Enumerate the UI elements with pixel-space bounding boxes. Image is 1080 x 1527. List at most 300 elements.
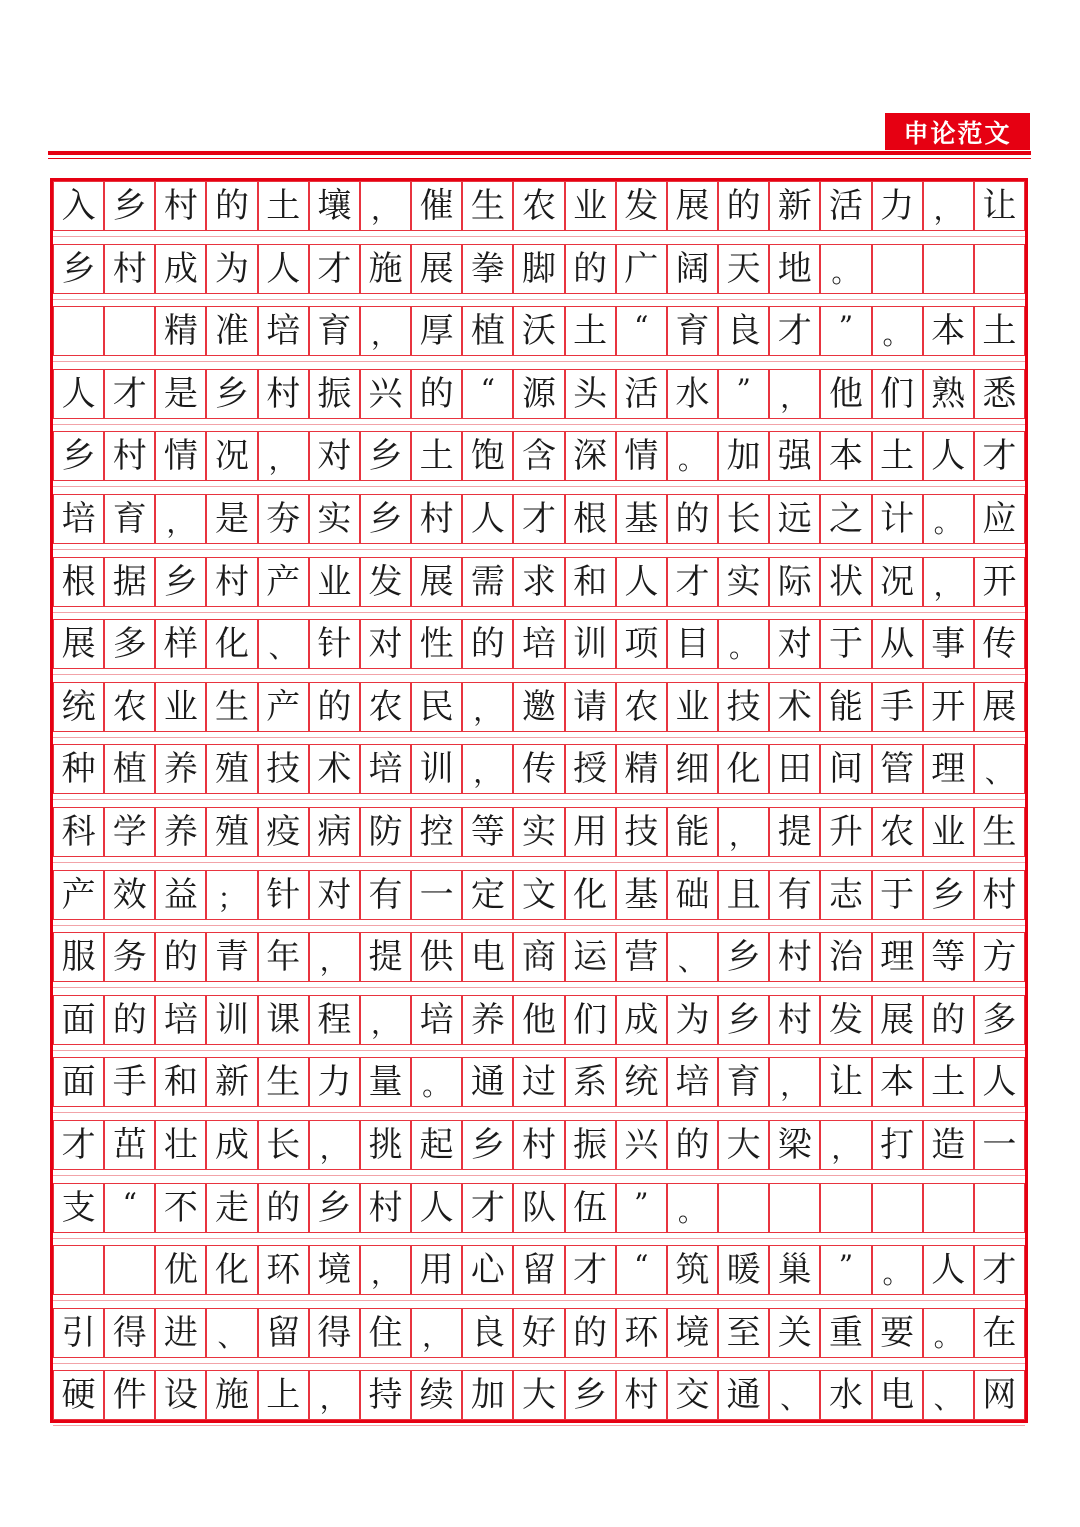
- grid-cell: 至: [718, 1308, 769, 1358]
- grid-cell: ，: [360, 1245, 411, 1295]
- grid-cell: 的: [206, 181, 257, 231]
- grid-row: [53, 1308, 1025, 1369]
- grid-cell: 年: [258, 932, 309, 982]
- grid-cell: 的: [565, 1308, 616, 1358]
- grid-cell: 乡: [206, 369, 257, 419]
- grid-cell: 培: [155, 995, 206, 1045]
- grid-cell: 活: [820, 181, 871, 231]
- grid-cell: 才: [309, 244, 360, 294]
- grid-cell: 生: [258, 1057, 309, 1107]
- grid-cell: [769, 1183, 820, 1233]
- grid-row: [53, 619, 1025, 680]
- grid-cell: 根: [565, 494, 616, 544]
- grid-cell: 成: [206, 1120, 257, 1170]
- grid-cell: 是: [206, 494, 257, 544]
- grid-cell: [923, 244, 974, 294]
- grid-cell: 广: [616, 244, 667, 294]
- grid-cell: 。: [667, 431, 718, 481]
- grid-cell: 人: [411, 1183, 462, 1233]
- grid-cell: 深: [565, 431, 616, 481]
- grid-cell: 运: [565, 932, 616, 982]
- grid-cell: 。: [872, 306, 923, 356]
- grid-cell: 田: [769, 744, 820, 794]
- grid-cell: [718, 1183, 769, 1233]
- grid-cell: 得: [104, 1308, 155, 1358]
- grid-cell: 的: [258, 1183, 309, 1233]
- grid-cell: 队: [513, 1183, 564, 1233]
- grid-cell: ，: [820, 1120, 871, 1170]
- grid-cell: 理: [872, 932, 923, 982]
- grid-cell: 土: [974, 306, 1025, 356]
- grid-cell: 件: [104, 1370, 155, 1420]
- grid-cell: 样: [155, 619, 206, 669]
- grid-cell: 的: [923, 995, 974, 1045]
- grid-cell: 熟: [923, 369, 974, 419]
- grid-row: [53, 1370, 1025, 1431]
- grid-cell: 加: [462, 1370, 513, 1420]
- grid-cell: 控: [411, 807, 462, 857]
- grid-cell: 的: [462, 619, 513, 669]
- grid-cell: 乡: [718, 995, 769, 1045]
- grid-cell: 环: [258, 1245, 309, 1295]
- grid-cell: [104, 306, 155, 356]
- grid-cell: 防: [360, 807, 411, 857]
- grid-cell: 长: [718, 494, 769, 544]
- grid-cell: 乡: [53, 244, 104, 294]
- grid-cell: 源: [513, 369, 564, 419]
- grid-cell: ，: [360, 181, 411, 231]
- grid-cell: 定: [462, 870, 513, 920]
- grid-cell: 施: [360, 244, 411, 294]
- grid-cell: 为: [667, 995, 718, 1045]
- grid-cell: 乡: [104, 181, 155, 231]
- grid-cell: 育: [667, 306, 718, 356]
- grid-cell: 设: [155, 1370, 206, 1420]
- grid-cell: 培: [258, 306, 309, 356]
- grid-cell: 统: [616, 1057, 667, 1107]
- grid-cell: [872, 1183, 923, 1233]
- grid-cell: 对: [360, 619, 411, 669]
- grid-cell: 振: [309, 369, 360, 419]
- grid-cell: 拳: [462, 244, 513, 294]
- grid-cell: 展: [411, 244, 462, 294]
- grid-cell: 的: [104, 995, 155, 1045]
- grid-cell: 兴: [616, 1120, 667, 1170]
- grid-cell: [923, 1183, 974, 1233]
- grid-cell: 土: [923, 1057, 974, 1107]
- grid-cell: 地: [769, 244, 820, 294]
- grid-row: [53, 1120, 1025, 1181]
- grid-cell: 夯: [258, 494, 309, 544]
- grid-cell: 、: [974, 744, 1025, 794]
- grid-cell: 理: [923, 744, 974, 794]
- grid-cell: 村: [206, 557, 257, 607]
- grid-cell: 好: [513, 1308, 564, 1358]
- grid-cell: 不: [155, 1183, 206, 1233]
- grid-cell: 准: [206, 306, 257, 356]
- row-gap-line: [53, 674, 1025, 675]
- grid-cell: 性: [411, 619, 462, 669]
- grid-cell: 人: [616, 557, 667, 607]
- grid-cell: 且: [718, 870, 769, 920]
- grid-cell: 重: [820, 1308, 871, 1358]
- grid-cell: 间: [820, 744, 871, 794]
- grid-cell: 业: [155, 682, 206, 732]
- grid-cell: 邀: [513, 682, 564, 732]
- row-gap-line: [53, 1050, 1025, 1051]
- grid-cell: [974, 1183, 1025, 1233]
- grid-cell: [104, 1245, 155, 1295]
- grid-cell: 壮: [155, 1120, 206, 1170]
- grid-cell: ，: [360, 995, 411, 1045]
- header-rule-thick: [48, 151, 1031, 155]
- grid-cell: 农: [513, 181, 564, 231]
- grid-cell: 术: [309, 744, 360, 794]
- grid-cell: 们: [872, 369, 923, 419]
- grid-cell: 业: [923, 807, 974, 857]
- grid-cell: 他: [820, 369, 871, 419]
- grid-cell: 才: [667, 557, 718, 607]
- grid-cell: 商: [513, 932, 564, 982]
- grid-cell: 础: [667, 870, 718, 920]
- grid-cell: 技: [258, 744, 309, 794]
- grid-cell: [872, 244, 923, 294]
- grid-cell: ，: [718, 807, 769, 857]
- grid-row: [53, 181, 1025, 242]
- grid-cell: 村: [974, 870, 1025, 920]
- grid-cell: 良: [718, 306, 769, 356]
- grid-cell: 上: [258, 1370, 309, 1420]
- grid-cell: 实: [718, 557, 769, 607]
- grid-cell: 让: [974, 181, 1025, 231]
- grid-cell: 走: [206, 1183, 257, 1233]
- grid-cell: 通: [718, 1370, 769, 1420]
- grid-cell: 土: [411, 431, 462, 481]
- grid-cell: 据: [104, 557, 155, 607]
- grid-cell: 饱: [462, 431, 513, 481]
- grid-cell: 留: [513, 1245, 564, 1295]
- grid-cell: 起: [411, 1120, 462, 1170]
- grid-cell: 良: [462, 1308, 513, 1358]
- grid-cell: 振: [565, 1120, 616, 1170]
- grid-cell: [53, 1245, 104, 1295]
- grid-cell: 村: [104, 431, 155, 481]
- grid-cell: 续: [411, 1370, 462, 1420]
- grid-cell: 本: [872, 1057, 923, 1107]
- grid-cell: 才: [974, 431, 1025, 481]
- row-gap-line: [53, 361, 1025, 362]
- grid-row: [53, 870, 1025, 931]
- grid-cell: 的: [565, 244, 616, 294]
- grid-cell: 疫: [258, 807, 309, 857]
- grid-cell: 成: [155, 244, 206, 294]
- grid-cell: ”: [718, 369, 769, 419]
- grid-cell: 人: [462, 494, 513, 544]
- row-gap-line: [53, 486, 1025, 487]
- row-gap-line: [53, 1238, 1025, 1239]
- grid-cell: 催: [411, 181, 462, 231]
- grid-cell: 计: [872, 494, 923, 544]
- grid-cell: ”: [616, 1183, 667, 1233]
- grid-cell: 力: [872, 181, 923, 231]
- grid-cell: 人: [258, 244, 309, 294]
- row-gap-line: [53, 1363, 1025, 1364]
- grid-cell: 学: [104, 807, 155, 857]
- grid-cell: 用: [565, 807, 616, 857]
- grid-cell: 土: [872, 431, 923, 481]
- grid-cell: ，: [309, 932, 360, 982]
- grid-cell: ，: [462, 682, 513, 732]
- grid-cell: 人: [974, 1057, 1025, 1107]
- grid-cell: 乡: [360, 494, 411, 544]
- grid-cell: 传: [513, 744, 564, 794]
- grid-cell: 加: [718, 431, 769, 481]
- grid-cell: 住: [360, 1308, 411, 1358]
- grid-cell: 、: [769, 1370, 820, 1420]
- grid-cell: 和: [155, 1057, 206, 1107]
- grid-cell: 天: [718, 244, 769, 294]
- grid-cell: 才: [565, 1245, 616, 1295]
- grid-cell: 长: [258, 1120, 309, 1170]
- grid-cell: 持: [360, 1370, 411, 1420]
- grid-cell: ，: [309, 1120, 360, 1170]
- grid-cell: 。: [872, 1245, 923, 1295]
- row-gap-line: [53, 737, 1025, 738]
- grid-cell: 村: [155, 181, 206, 231]
- grid-cell: 需: [462, 557, 513, 607]
- grid-cell: 土: [258, 181, 309, 231]
- grid-cell: 统: [53, 682, 104, 732]
- grid-cell: ，: [462, 744, 513, 794]
- grid-cell: 目: [667, 619, 718, 669]
- grid-cell: 成: [616, 995, 667, 1045]
- grid-cell: 实: [309, 494, 360, 544]
- row-gap-line: [53, 424, 1025, 425]
- grid-cell: 展: [411, 557, 462, 607]
- grid-cell: 打: [872, 1120, 923, 1170]
- grid-cell: 巢: [769, 1245, 820, 1295]
- grid-cell: 村: [411, 494, 462, 544]
- grid-cell: [53, 306, 104, 356]
- grid-cell: 养: [155, 807, 206, 857]
- grid-cell: 殖: [206, 807, 257, 857]
- grid-cell: 产: [258, 557, 309, 607]
- grid-cell: 业: [309, 557, 360, 607]
- grid-cell: 入: [53, 181, 104, 231]
- grid-cell: 脚: [513, 244, 564, 294]
- grid-cell: 面: [53, 995, 104, 1045]
- grid-cell: 开: [923, 682, 974, 732]
- grid-cell: 多: [104, 619, 155, 669]
- grid-cell: 远: [769, 494, 820, 544]
- grid-cell: 的: [718, 181, 769, 231]
- grid-cell: 厚: [411, 306, 462, 356]
- grid-cell: ，: [411, 1308, 462, 1358]
- grid-cell: “: [104, 1183, 155, 1233]
- grid-cell: ”: [820, 1245, 871, 1295]
- grid-cell: 一: [411, 870, 462, 920]
- row-gap-line: [53, 1425, 1025, 1426]
- grid-cell: 开: [974, 557, 1025, 607]
- grid-cell: 梁: [769, 1120, 820, 1170]
- grid-cell: 培: [513, 619, 564, 669]
- grid-cell: 升: [820, 807, 871, 857]
- grid-cell: 应: [974, 494, 1025, 544]
- grid-cell: ，: [309, 1370, 360, 1420]
- grid-cell: 程: [309, 995, 360, 1045]
- grid-cell: 育: [104, 494, 155, 544]
- row-gap-line: [53, 987, 1025, 988]
- grid-cell: 训: [565, 619, 616, 669]
- grid-cell: 。: [667, 1183, 718, 1233]
- grid-cell: 植: [104, 744, 155, 794]
- row-gap-line: [53, 1300, 1025, 1301]
- grid-cell: 乡: [309, 1183, 360, 1233]
- grid-cell: 培: [667, 1057, 718, 1107]
- grid-cell: “: [616, 1245, 667, 1295]
- row-gap-line: [53, 1175, 1025, 1176]
- grid-cell: 村: [104, 244, 155, 294]
- grid-cell: 支: [53, 1183, 104, 1233]
- row-gap-line: [53, 925, 1025, 926]
- grid-cell: 的: [309, 682, 360, 732]
- grid-cell: 挑: [360, 1120, 411, 1170]
- grid-cell: 村: [258, 369, 309, 419]
- grid-cell: 大: [718, 1120, 769, 1170]
- grid-cell: 乡: [155, 557, 206, 607]
- grid-cell: 人: [923, 431, 974, 481]
- grid-cell: 于: [872, 870, 923, 920]
- grid-cell: 乡: [565, 1370, 616, 1420]
- grid-cell: 造: [923, 1120, 974, 1170]
- grid-cell: 面: [53, 1057, 104, 1107]
- grid-cell: 殖: [206, 744, 257, 794]
- grid-cell: 水: [667, 369, 718, 419]
- grid-cell: [820, 1183, 871, 1233]
- grid-cell: 供: [411, 932, 462, 982]
- grid-cell: 才: [513, 494, 564, 544]
- grid-cell: 能: [820, 682, 871, 732]
- grid-cell: 农: [360, 682, 411, 732]
- grid-cell: 对: [309, 431, 360, 481]
- grid-cell: 一: [974, 1120, 1025, 1170]
- grid-cell: 悉: [974, 369, 1025, 419]
- grid-cell: 心: [462, 1245, 513, 1295]
- grid-cell: 培: [411, 995, 462, 1045]
- grid-cell: 展: [53, 619, 104, 669]
- grid-cell: 多: [974, 995, 1025, 1045]
- grid-row: [53, 995, 1025, 1056]
- grid-cell: 提: [360, 932, 411, 982]
- grid-cell: 强: [769, 431, 820, 481]
- grid-cell: 展: [974, 682, 1025, 732]
- grid-cell: 茁: [104, 1120, 155, 1170]
- grid-cell: 、: [206, 1308, 257, 1358]
- grid-row: [53, 369, 1025, 430]
- grid-cell: 。: [923, 494, 974, 544]
- grid-cell: 壤: [309, 181, 360, 231]
- grid-cell: 针: [258, 870, 309, 920]
- grid-cell: ，: [360, 306, 411, 356]
- grid-cell: 益: [155, 870, 206, 920]
- grid-cell: 系: [565, 1057, 616, 1107]
- grid-cell: 的: [155, 932, 206, 982]
- grid-cell: 营: [616, 932, 667, 982]
- grid-cell: 细: [667, 744, 718, 794]
- grid-cell: 阔: [667, 244, 718, 294]
- grid-cell: 化: [206, 1245, 257, 1295]
- grid-cell: 化: [206, 619, 257, 669]
- grid-row: [53, 682, 1025, 743]
- grid-cell: 兴: [360, 369, 411, 419]
- grid-cell: 业: [565, 181, 616, 231]
- grid-cell: 们: [565, 995, 616, 1045]
- grid-cell: 本: [820, 431, 871, 481]
- grid-cell: 化: [565, 870, 616, 920]
- grid-cell: 生: [206, 682, 257, 732]
- grid-cell: 。: [820, 244, 871, 294]
- grid-row: [53, 807, 1025, 868]
- grid-cell: 水: [820, 1370, 871, 1420]
- grid-cell: 针: [309, 619, 360, 669]
- grid-cell: 方: [974, 932, 1025, 982]
- grid-cell: 才: [974, 1245, 1025, 1295]
- grid-cell: 。: [923, 1308, 974, 1358]
- grid-cell: 境: [667, 1308, 718, 1358]
- grid-cell: 农: [872, 807, 923, 857]
- grid-cell: 精: [155, 306, 206, 356]
- grid-cell: 技: [718, 682, 769, 732]
- grid-cell: 事: [923, 619, 974, 669]
- grid-cell: 技: [616, 807, 667, 857]
- grid-cell: 之: [820, 494, 871, 544]
- grid-cell: 种: [53, 744, 104, 794]
- grid-cell: 和: [565, 557, 616, 607]
- grid-cell: 治: [820, 932, 871, 982]
- grid-cell: ，: [923, 557, 974, 607]
- grid-cell: 管: [872, 744, 923, 794]
- grid-cell: 发: [360, 557, 411, 607]
- grid-cell: 科: [53, 807, 104, 857]
- grid-cell: 人: [923, 1245, 974, 1295]
- row-gap-line: [53, 236, 1025, 237]
- grid-cell: 村: [513, 1120, 564, 1170]
- grid-cell: 。: [411, 1057, 462, 1107]
- grid-cell: 留: [258, 1308, 309, 1358]
- row-gap-line: [53, 549, 1025, 550]
- grid-cell: 文: [513, 870, 564, 920]
- grid-cell: 发: [820, 995, 871, 1045]
- manuscript-grid: [50, 178, 1028, 1423]
- grid-cell: 展: [667, 181, 718, 231]
- grid-cell: 农: [104, 682, 155, 732]
- header-rule-thin: [48, 158, 1031, 159]
- grid-cell: 过: [513, 1057, 564, 1107]
- grid-cell: 课: [258, 995, 309, 1045]
- grid-row: [53, 244, 1025, 305]
- grid-cell: 病: [309, 807, 360, 857]
- grid-cell: 手: [872, 682, 923, 732]
- grid-cell: 量: [360, 1057, 411, 1107]
- grid-cell: 头: [565, 369, 616, 419]
- grid-cell: 乡: [360, 431, 411, 481]
- grid-cell: 在: [974, 1308, 1025, 1358]
- grid-cell: 村: [360, 1183, 411, 1233]
- grid-cell: 。: [718, 619, 769, 669]
- grid-cell: 让: [820, 1057, 871, 1107]
- grid-cell: 大: [513, 1370, 564, 1420]
- grid-row: [53, 932, 1025, 993]
